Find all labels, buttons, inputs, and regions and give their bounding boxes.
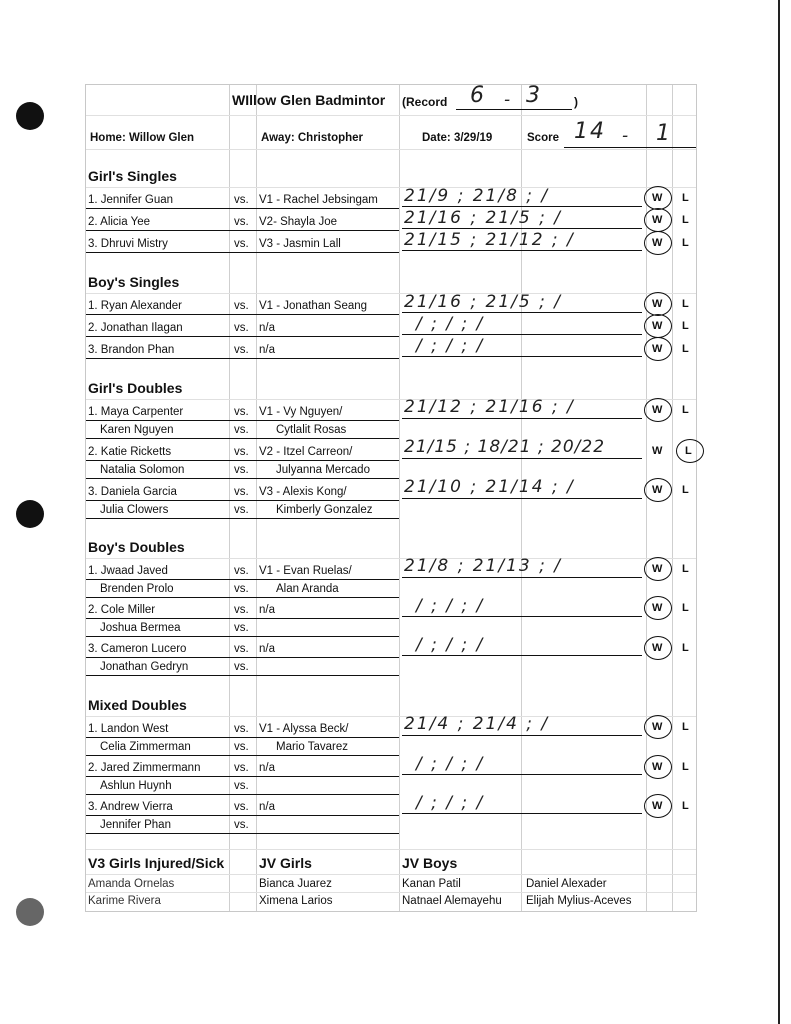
opponent-name: n/a	[259, 322, 275, 334]
partner-name: Jonathan Gedryn	[100, 661, 189, 673]
score-away: 1	[656, 121, 672, 146]
page-edge	[778, 0, 780, 1024]
player-name: 1. Ryan Alexander	[88, 300, 182, 312]
result-loss: L	[682, 214, 689, 226]
result-win: W	[652, 214, 663, 226]
opponent-name: V2- Shayla Joe	[259, 216, 337, 228]
opponent-partner-name: Kimberly Gonzalez	[276, 504, 373, 516]
result-win: W	[652, 320, 663, 332]
result-loss: L	[682, 484, 689, 496]
home-team: Home: Willow Glen	[90, 132, 195, 144]
vs-label: vs.	[234, 819, 249, 831]
opponent-partner-name: Alan Aranda	[276, 583, 339, 595]
player-name: 1. Landon West	[88, 723, 169, 735]
vs-label: vs.	[234, 464, 249, 476]
opponent-partner-name: Cytlalit Rosas	[276, 424, 347, 436]
partner-name: Karen Nguyen	[100, 424, 174, 436]
vs-label: vs.	[234, 741, 249, 753]
result-loss: L	[682, 343, 689, 355]
player-name: 2. Jared Zimmermann	[88, 762, 201, 774]
section-girls-singles: Girl's Singles	[88, 168, 177, 184]
injured-player: Karime Rivera	[88, 895, 161, 907]
vs-label: vs.	[234, 604, 249, 616]
score-label: Score	[527, 132, 559, 144]
game-scores: 21/4 ; 21/4 ; /	[404, 714, 550, 734]
player-name: 3. Brandon Phan	[88, 344, 175, 356]
section-boys-doubles: Boy's Doubles	[88, 539, 185, 555]
opponent-name: V1 - Vy Nguyen/	[259, 406, 343, 418]
result-loss: L	[682, 721, 689, 733]
vs-label: vs.	[234, 643, 249, 655]
opponent-name: n/a	[259, 801, 275, 813]
vs-label: vs.	[234, 406, 249, 418]
vs-label: vs.	[234, 446, 249, 458]
player-name: 3. Dhruvi Mistry	[88, 238, 168, 250]
player-name: 3. Andrew Vierra	[88, 801, 173, 813]
result-loss: L	[682, 320, 689, 332]
jv-girls-player: Bianca Juarez	[259, 878, 332, 890]
record-wins: 6	[470, 83, 486, 108]
vs-label: vs.	[234, 583, 249, 595]
game-scores: 21/10 ; 21/14 ; /	[404, 477, 575, 497]
result-win: W	[652, 445, 663, 457]
vs-label: vs.	[234, 216, 249, 228]
section-girls-doubles: Girl's Doubles	[88, 380, 183, 396]
result-win: W	[652, 800, 663, 812]
vs-label: vs.	[234, 194, 249, 206]
partner-name: Celia Zimmerman	[100, 741, 191, 753]
partner-name: Joshua Bermea	[100, 622, 181, 634]
result-win: W	[652, 298, 663, 310]
vs-label: vs.	[234, 801, 249, 813]
record-dash: -	[504, 90, 513, 110]
player-name: 2. Alicia Yee	[88, 216, 151, 228]
result-loss: L	[682, 761, 689, 773]
away-team: Away: Christopher	[261, 132, 364, 144]
player-name: 1. Jwaad Javed	[88, 565, 168, 577]
vs-label: vs.	[234, 344, 249, 356]
partner-name: Brenden Prolo	[100, 583, 174, 595]
partner-name: Ashlun Huynh	[100, 780, 172, 792]
game-scores: 21/15 ; 18/21 ; 20/22	[404, 437, 606, 457]
result-win: W	[652, 237, 663, 249]
game-scores: / ; / ; /	[416, 635, 485, 655]
opponent-name: V3 - Alexis Kong/	[259, 486, 347, 498]
record-close: )	[574, 95, 578, 109]
result-loss: L	[682, 800, 689, 812]
game-scores: / ; / ; /	[416, 596, 485, 616]
opponent-partner-name: Julyanna Mercado	[276, 464, 370, 476]
vs-label: vs.	[234, 780, 249, 792]
section-mixed-doubles: Mixed Doubles	[88, 697, 187, 713]
result-loss: L	[682, 602, 689, 614]
game-scores: / ; / ; /	[416, 793, 485, 813]
vs-label: vs.	[234, 486, 249, 498]
result-loss: L	[682, 298, 689, 310]
result-win: W	[652, 642, 663, 654]
opponent-name: V2 - Itzel Carreon/	[259, 446, 353, 458]
result-win: W	[652, 343, 663, 355]
vs-label: vs.	[234, 300, 249, 312]
score-sheet	[85, 84, 697, 912]
record-label: (Record	[402, 95, 448, 109]
jv-boys-player: Kanan Patil	[402, 878, 461, 890]
game-scores: 21/16 ; 21/5 ; /	[404, 292, 562, 312]
player-name: 1. Jennifer Guan	[88, 194, 174, 206]
score-dash: -	[622, 126, 631, 146]
match-date: Date: 3/29/19	[422, 132, 493, 144]
player-name: 3. Daniela Garcia	[88, 486, 177, 498]
jv-boys-player: Daniel Alexader	[526, 878, 607, 890]
game-scores: / ; / ; /	[416, 336, 485, 356]
result-loss: L	[682, 563, 689, 575]
vs-label: vs.	[234, 565, 249, 577]
opponent-name: n/a	[259, 762, 275, 774]
injured-player: Amanda Ornelas	[88, 878, 175, 890]
result-loss: L	[682, 192, 689, 204]
player-name: 3. Cameron Lucero	[88, 643, 187, 655]
opponent-name: n/a	[259, 643, 275, 655]
binder-hole-bottom	[16, 898, 44, 926]
opponent-name: V1 - Evan Ruelas/	[259, 565, 352, 577]
opponent-partner-name: Mario Tavarez	[276, 741, 349, 753]
jv-girls-player: Ximena Larios	[259, 895, 333, 907]
vs-label: vs.	[234, 622, 249, 634]
player-name: 2. Cole Miller	[88, 604, 156, 616]
result-win: W	[652, 484, 663, 496]
partner-name: Jennifer Phan	[100, 819, 171, 831]
player-name: 2. Katie Ricketts	[88, 446, 172, 458]
game-scores: 21/15 ; 21/12 ; /	[404, 230, 575, 250]
result-win: W	[652, 192, 663, 204]
game-scores: 21/12 ; 21/16 ; /	[404, 397, 575, 417]
sheet-title: WIllow Glen Badmintor	[232, 92, 386, 108]
result-loss: L	[682, 404, 689, 416]
record-losses: 3	[526, 83, 542, 108]
game-scores: / ; / ; /	[416, 314, 485, 334]
score-home: 14	[574, 119, 606, 144]
vs-label: vs.	[234, 504, 249, 516]
vs-label: vs.	[234, 723, 249, 735]
partner-name: Julia Clowers	[100, 504, 169, 516]
opponent-name: V1 - Jonathan Seang	[259, 300, 368, 312]
game-scores: 21/8 ; 21/13 ; /	[404, 556, 562, 576]
vs-label: vs.	[234, 762, 249, 774]
vs-label: vs.	[234, 661, 249, 673]
binder-hole-middle	[16, 500, 44, 528]
jv-boys-header: JV Boys	[402, 855, 458, 871]
vs-label: vs.	[234, 424, 249, 436]
result-win: W	[652, 602, 663, 614]
injured-header: V3 Girls Injured/Sick	[88, 855, 225, 871]
jv-girls-header: JV Girls	[259, 855, 312, 871]
result-loss: L	[682, 237, 689, 249]
opponent-name: n/a	[259, 344, 275, 356]
binder-hole-top	[16, 102, 44, 130]
result-win: W	[652, 563, 663, 575]
game-scores: / ; / ; /	[416, 754, 485, 774]
opponent-name: V1 - Alyssa Beck/	[259, 723, 349, 735]
jv-boys-player: Elijah Mylius-Aceves	[526, 895, 632, 907]
section-boys-singles: Boy's Singles	[88, 274, 180, 290]
jv-boys-player: Natnael Alemayehu	[402, 895, 502, 907]
partner-name: Natalia Solomon	[100, 464, 185, 476]
opponent-name: n/a	[259, 604, 275, 616]
player-name: 1. Maya Carpenter	[88, 406, 184, 418]
player-name: 2. Jonathan Ilagan	[88, 322, 183, 334]
vs-label: vs.	[234, 238, 249, 250]
result-win: W	[652, 404, 663, 416]
vs-label: vs.	[234, 322, 249, 334]
game-scores: 21/16 ; 21/5 ; /	[404, 208, 562, 228]
opponent-name: V3 - Jasmin Lall	[259, 238, 341, 250]
result-loss: L	[682, 642, 689, 654]
result-win: W	[652, 761, 663, 773]
opponent-name: V1 - Rachel Jebsingam	[259, 194, 378, 206]
result-win: W	[652, 721, 663, 733]
game-scores: 21/9 ; 21/8 ; /	[404, 186, 550, 206]
result-loss: L	[685, 445, 692, 457]
